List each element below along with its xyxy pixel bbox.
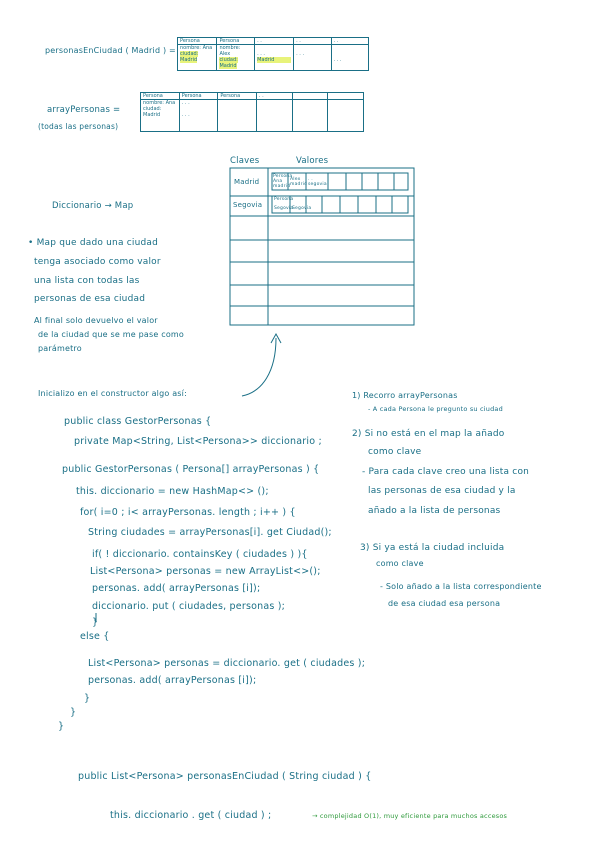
method-body: this. diccionario . get ( ciudad ) ; <box>110 810 272 821</box>
step-line: de esa ciudad esa persona <box>388 599 501 608</box>
table-header: . . <box>255 38 294 45</box>
dict-key-segovia: Segovia <box>233 201 263 209</box>
table-header: Persona <box>218 93 257 100</box>
code-line: personas. add( arrayPersonas [i]); <box>92 583 261 594</box>
cell-line: ciudad: Madrid <box>143 106 162 118</box>
madrid-cell: Persona Ana madrid <box>273 174 293 189</box>
code-line: for( i=0 ; i< arrayPersonas. length ; i++ ) { <box>80 507 296 518</box>
table-header: Persona <box>178 38 217 45</box>
code-line: List<Persona> personas = new ArrayList<>(); <box>90 566 321 577</box>
madrid-cell: . . segovia <box>308 177 327 187</box>
array-sublabel: (todas las personas) <box>38 122 119 131</box>
method-signature: public List<Persona> personasEnCiudad ( String ciudad ) { <box>78 771 372 782</box>
code-line: } <box>58 721 65 732</box>
code-line: public GestorPersonas ( Persona[] arrayPersonas ) { <box>62 464 320 475</box>
table-header: Persona <box>179 93 218 100</box>
dots: . . . <box>296 51 305 57</box>
step-line: como clave <box>368 447 422 457</box>
explain-note: de la ciudad que se me pase como <box>38 330 185 339</box>
code-line: } <box>84 693 91 704</box>
code-line: else { <box>80 631 110 642</box>
code-line: } <box>70 707 77 718</box>
code-line: personas. add( arrayPersonas [i]); <box>88 675 257 686</box>
madrid-cell: Alex madrid <box>290 177 308 187</box>
step-line: añado a la lista de personas <box>368 506 501 516</box>
step-line: 1) Recorro arrayPersonas <box>352 391 458 400</box>
table-header: . . <box>294 38 331 45</box>
highlight-text: ciudad: Madrid <box>219 57 238 69</box>
code-line: List<Persona> personas = diccionario. get ( ciudades ); <box>88 658 366 669</box>
explain-line: tenga asociado como valor <box>34 257 161 267</box>
code-line: String ciudades = arrayPersonas[i]. get Ciudad(); <box>88 527 332 538</box>
table-header: Persona <box>217 38 255 45</box>
code-line: diccionario. put ( ciudades, personas ); <box>92 601 286 612</box>
complexity-note: → complejidad O(1), muy eficiente para muchos accesos <box>312 812 508 820</box>
cell-line: nombre: Ana <box>180 45 213 51</box>
step-line: como clave <box>376 559 424 568</box>
cell-line: nombre: Ana <box>143 100 176 106</box>
code-line: this. diccionario = new HashMap<> (); <box>76 486 269 497</box>
explain-line: • Map que dado una ciudad <box>28 238 159 248</box>
dots: . . . <box>181 112 190 118</box>
code-line: private Map<String, List<Persona>> diccionario ; <box>74 436 322 447</box>
step-line: - Solo añado a la lista correspondiente <box>380 582 542 591</box>
code-line: if( ! diccionario. containsKey ( ciudades ) ){ <box>92 549 308 560</box>
table-header: . . <box>256 93 292 100</box>
dots: . . . <box>257 51 266 57</box>
segovia-cell: Segovia <box>292 206 312 211</box>
claves-label: Claves <box>230 156 260 166</box>
dots: . . . <box>181 100 190 106</box>
explain-line: personas de esa ciudad <box>34 294 146 304</box>
diccionario-label: Diccionario → Map <box>52 201 134 211</box>
top-array-label: personasEnCiudad ( Madrid ) = <box>45 46 176 55</box>
explain-note: Al final solo devuelvo el valor <box>34 316 158 325</box>
dict-key-madrid: Madrid <box>234 178 260 186</box>
valores-label: Valores <box>296 156 329 166</box>
table-header: Persona <box>141 93 180 100</box>
array-label: arrayPersonas = <box>47 105 121 115</box>
step-line: 2) Si no está en el map la añado <box>352 429 505 439</box>
code-line: public class GestorPersonas { <box>64 416 212 427</box>
explain-note: parámetro <box>38 344 82 353</box>
init-label: Inicializo en el constructor algo así: <box>38 389 187 398</box>
step-line: - A cada Persona le pregunto su ciudad <box>368 405 503 413</box>
segovia-cell: Segovia <box>274 206 294 211</box>
step-line: - Para cada clave creo una lista con <box>362 467 530 477</box>
dots: . . . <box>333 57 342 63</box>
code-line: } <box>92 617 99 628</box>
highlight-text: ciudad: Madrid <box>180 51 199 63</box>
step-line: las personas de esa ciudad y la <box>368 486 516 496</box>
table-header: . . <box>331 38 368 45</box>
cell-line: nombre: Alex <box>219 45 241 57</box>
highlight-text: Madrid <box>257 57 291 63</box>
step-line: 3) Si ya está la ciudad incluida <box>360 543 505 553</box>
segovia-cell: Persona <box>274 197 294 202</box>
explain-line: una lista con todas las <box>34 276 140 286</box>
